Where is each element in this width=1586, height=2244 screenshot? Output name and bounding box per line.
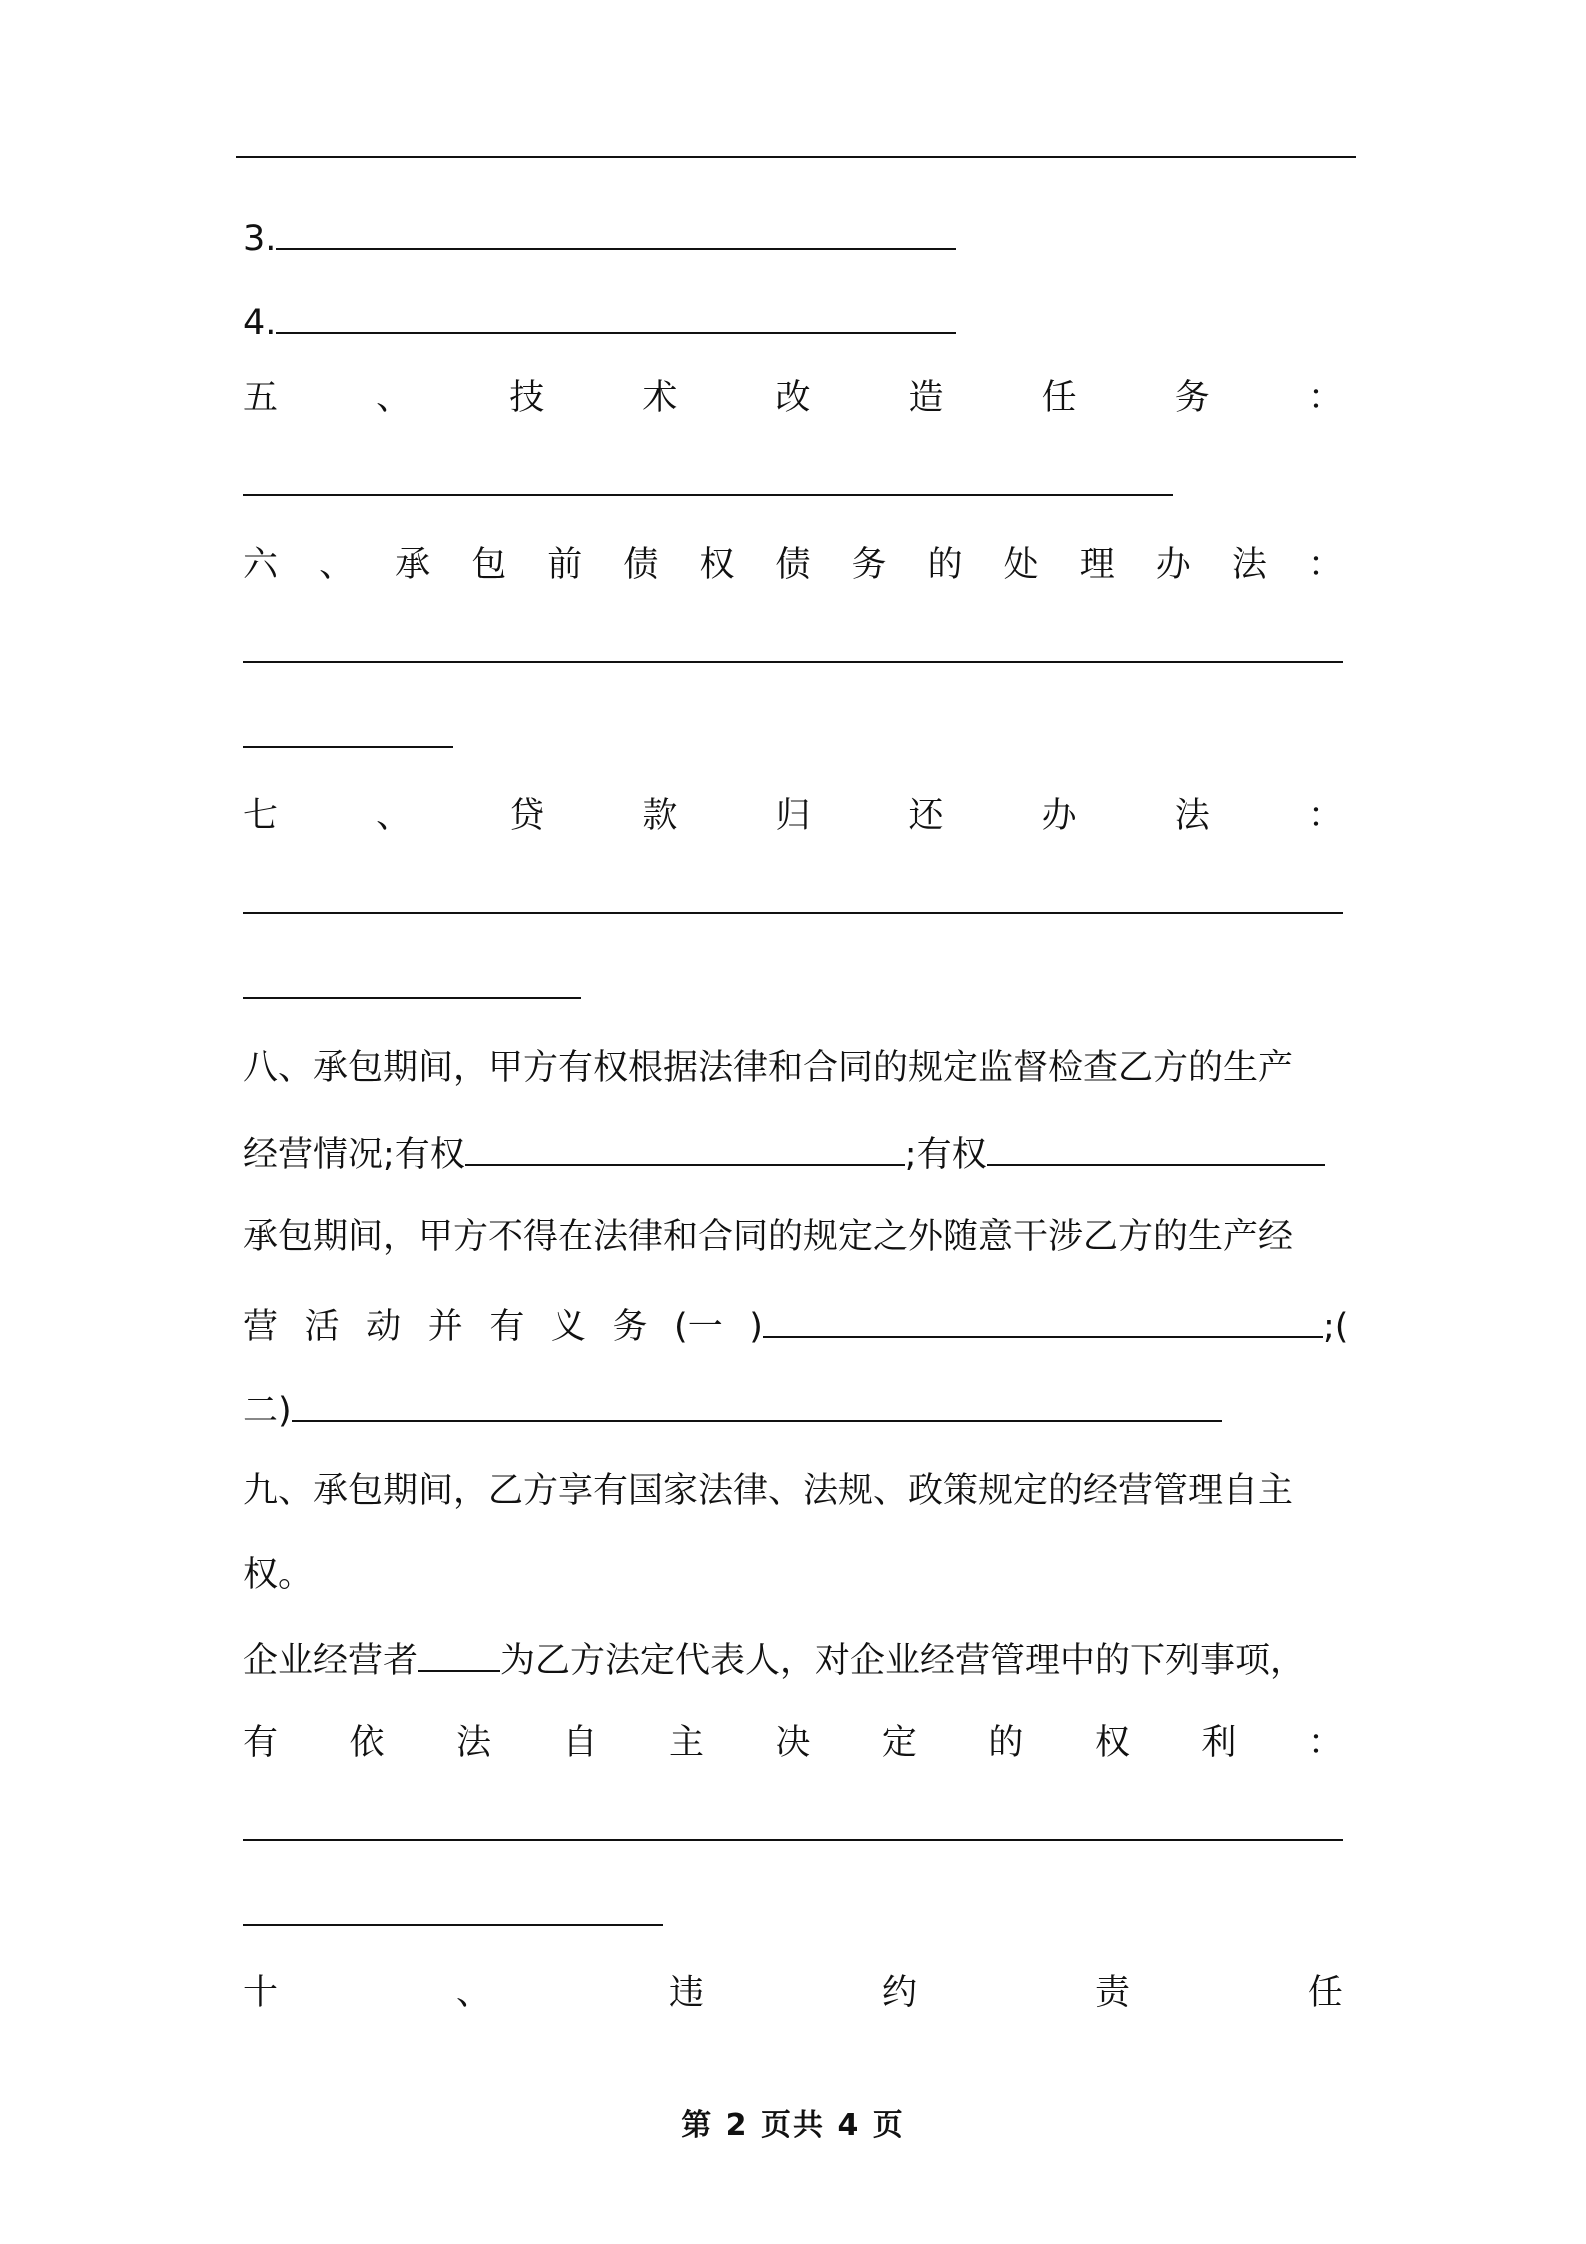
sec9-line4-char: 自 — [562, 1723, 598, 1763]
footer-prefix: 第 — [681, 2108, 714, 2143]
sec10-char: 约 — [881, 1973, 917, 2013]
sec8-line2-text-a: 经营情况;有权 — [243, 1135, 465, 1175]
sec9-line4-char: 的 — [988, 1723, 1024, 1763]
sec8-line4-end: ;( — [1323, 1307, 1349, 1347]
section-7-heading — [243, 793, 1343, 839]
section-8-line-3: 承包期间，甲方不得在法律和合同的规定之外随意干涉乙方的生产经 — [243, 1217, 1294, 1257]
item-3-line — [243, 214, 956, 262]
sec6-char: 承 — [395, 545, 431, 585]
sec5-char: 技 — [509, 378, 545, 418]
sec8-duty-blank-1[interactable] — [763, 1302, 1323, 1338]
sec6-char: 债 — [775, 545, 811, 585]
sec8-line4-char: 务 — [612, 1307, 648, 1347]
sec8-line4-char: ) — [749, 1307, 763, 1347]
sec5-char: ： — [1307, 378, 1343, 418]
sec9-line4-char: 利 — [1201, 1723, 1237, 1763]
item-3-label: 3. — [243, 219, 277, 259]
sec10-char: 十 — [243, 1973, 279, 2013]
sec5-char: 五 — [243, 378, 279, 418]
item-4-label: 4. — [243, 303, 277, 343]
sec10-char: 责 — [1094, 1973, 1130, 2013]
sec8-line4-char: 并 — [427, 1307, 463, 1347]
sec8-line2-text-b: ;有权 — [904, 1135, 987, 1175]
sec8-line4-char: 动 — [366, 1307, 402, 1347]
section-6-blank-2[interactable] — [243, 712, 453, 748]
section-9-line-1: 九、承包期间，乙方享有国家法律、法规、政策规定的经营管理自主 — [243, 1471, 1294, 1511]
sec7-char: 办 — [1041, 796, 1077, 836]
sec7-char: 七 — [243, 796, 279, 836]
sec10-char: 、 — [455, 1973, 491, 2013]
footer-suffix: 页 — [872, 2108, 905, 2143]
sec6-char: 权 — [699, 545, 735, 585]
sec9-line4-char: 法 — [455, 1723, 491, 1763]
sec5-char: 改 — [775, 378, 811, 418]
section-5-blank[interactable] — [243, 460, 1173, 496]
sec6-char: 的 — [927, 545, 963, 585]
section-6-blank-1[interactable] — [243, 627, 1343, 663]
section-10-heading — [243, 1970, 1343, 2016]
sec5-char: 术 — [642, 378, 678, 418]
sec9-line3-text-a: 企业经营者 — [243, 1641, 419, 1681]
sec6-char: 债 — [623, 545, 659, 585]
sec6-char: 、 — [319, 545, 355, 585]
sec5-char: 、 — [376, 378, 412, 418]
section-7-blank-line-2 — [243, 963, 581, 1011]
item-4-blank[interactable] — [276, 298, 956, 334]
sec8-line4-char: (一 — [674, 1307, 723, 1347]
section-5-blank-line — [243, 460, 1173, 508]
sec8-line4-char: 营 — [243, 1307, 279, 1347]
sec6-char: 前 — [547, 545, 583, 585]
sec9-operator-blank[interactable] — [418, 1636, 500, 1672]
sec5-char: 造 — [908, 378, 944, 418]
section-9-blank-1[interactable] — [243, 1805, 1343, 1841]
sec8-line4-char: 活 — [304, 1307, 340, 1347]
sec8-line4-chars — [243, 1304, 763, 1350]
section-7-blank-line-1 — [243, 878, 1343, 926]
section-9-line-4 — [243, 1720, 1343, 1766]
footer-mid: 页共 — [761, 2108, 825, 2143]
section-9-blank-2[interactable] — [243, 1890, 663, 1926]
section-9-line-2: 权。 — [243, 1555, 314, 1595]
sec9-line4-char: 定 — [881, 1723, 917, 1763]
section-8-line-5 — [243, 1386, 1222, 1434]
sec7-char: 贷 — [509, 796, 545, 836]
section-6-blank-line-1 — [243, 627, 1343, 675]
sec5-char: 务 — [1174, 378, 1210, 418]
sec9-line4-char: 依 — [349, 1723, 385, 1763]
sec9-line4-char: 有 — [243, 1723, 279, 1763]
section-9-line-3 — [243, 1636, 1305, 1684]
sec8-line5-text: 二) — [243, 1391, 292, 1431]
sec6-char: 理 — [1079, 545, 1115, 585]
sec7-char: 归 — [775, 796, 811, 836]
sec8-duty-blank-2[interactable] — [292, 1386, 1222, 1422]
sec9-line4-char: 决 — [775, 1723, 811, 1763]
sec6-char: 务 — [851, 545, 887, 585]
sec10-char: 任 — [1307, 1973, 1343, 2013]
sec8-line4-char: 义 — [550, 1307, 586, 1347]
sec8-right-blank-1[interactable] — [465, 1130, 905, 1166]
sec7-char: 还 — [908, 796, 944, 836]
sec9-line4-char: ： — [1307, 1723, 1343, 1763]
sec6-char: 办 — [1155, 545, 1191, 585]
section-6-blank-line-2 — [243, 712, 453, 760]
sec5-char: 任 — [1041, 378, 1077, 418]
sec6-char: 六 — [243, 545, 279, 585]
sec6-char: 处 — [1003, 545, 1039, 585]
sec9-line3-text-b: 为乙方法定代表人，对企业经营管理中的下列事项， — [500, 1641, 1306, 1681]
section-8-line-2 — [243, 1130, 1325, 1178]
sec9-line4-char: 主 — [668, 1723, 704, 1763]
section-9-blank-line-1 — [243, 1805, 1343, 1853]
sec6-char: 包 — [471, 545, 507, 585]
sec6-char: 法 — [1231, 545, 1267, 585]
sec7-char: ： — [1307, 796, 1343, 836]
header-rule — [236, 156, 1356, 158]
sec10-char: 违 — [668, 1973, 704, 2013]
item-4-line — [243, 298, 956, 346]
section-8-line-4 — [243, 1302, 1358, 1350]
section-7-blank-2[interactable] — [243, 963, 581, 999]
section-6-heading — [243, 542, 1343, 588]
section-8-line-1: 八、承包期间，甲方有权根据法律和合同的规定监督检查乙方的生产 — [243, 1048, 1294, 1088]
sec8-line4-char: 有 — [489, 1307, 525, 1347]
section-9-blank-line-2 — [243, 1890, 663, 1938]
item-3-blank[interactable] — [276, 214, 956, 250]
section-5-heading — [243, 375, 1343, 421]
sec7-char: 法 — [1174, 796, 1210, 836]
footer-total-pages: 4 — [837, 2108, 861, 2143]
sec7-char: 款 — [642, 796, 678, 836]
sec7-char: 、 — [376, 796, 412, 836]
sec9-line4-char: 权 — [1094, 1723, 1130, 1763]
page-footer — [0, 2100, 1586, 2144]
sec6-char: ： — [1307, 545, 1343, 585]
section-7-blank-1[interactable] — [243, 878, 1343, 914]
footer-page-number: 2 — [725, 2108, 749, 2143]
sec8-right-blank-2[interactable] — [987, 1130, 1325, 1166]
